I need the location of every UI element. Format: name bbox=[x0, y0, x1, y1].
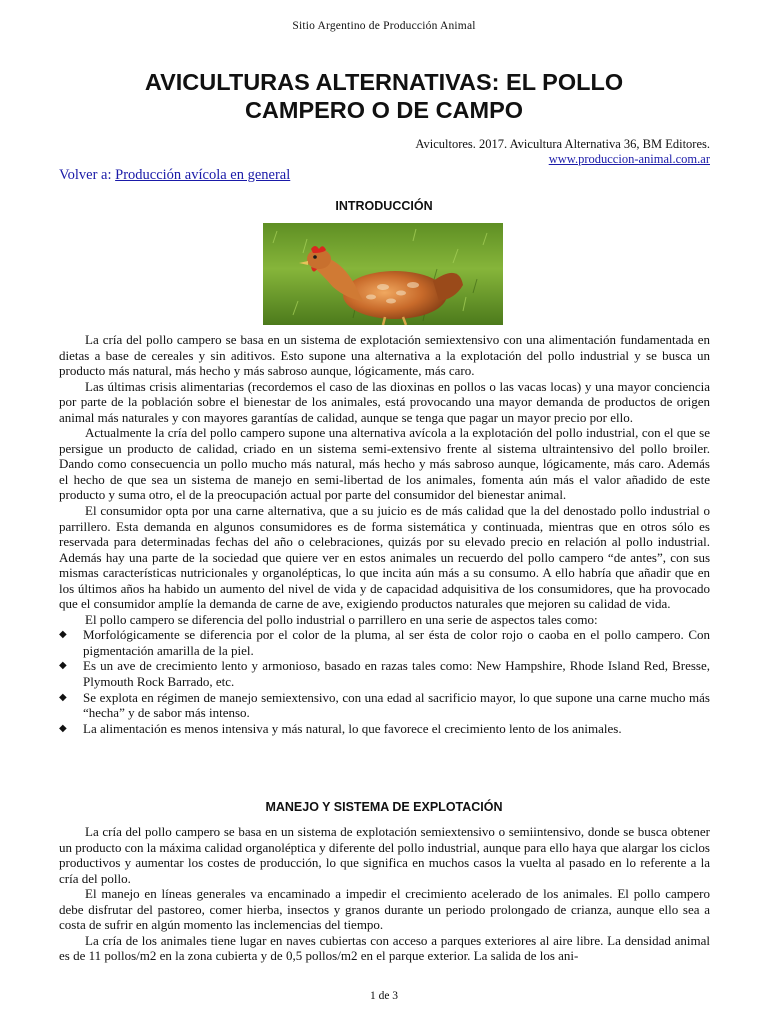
title-line-1: AVICULTURAS ALTERNATIVAS: EL POLLO bbox=[144, 69, 624, 95]
list-item bbox=[59, 690, 710, 721]
section-heading-introduccion: INTRODUCCIÓN bbox=[335, 199, 433, 213]
back-prefix: Volver a: bbox=[59, 167, 116, 183]
differences-list bbox=[59, 627, 710, 736]
paragraph: La cría del pollo campero se basa en un sistema de explotación semiextensivo o semiintensivo, donde se busca obtener un producto con la máxima calidad organoléptica y diferente del pollo industrial, aunque para ello haya que alargar los ciclos productivos y aumentar los costes de producción, lo que significa en muchos casos la vuelta al pasado en lo referente a la cría del pollo. bbox=[59, 824, 710, 886]
page-title bbox=[60, 68, 708, 124]
paragraph: Actualmente la cría del pollo campero supone una alternativa avícola a la explotación del pollo industrial, con el que se persigue un producto de calidad, criado en un sistema semi-extensivo frente al sistema ultraintensivo del pollo broiler. Dando como consecuencia un pollo mucho más natural, más hecho y más sabroso aunque, lógicamente, más caro. Además el hecho de que sea un sistema de manejo en semi-libertad de los animales, fomenta aún más el valor añadido de este producto y suma otro, el de la preocupación actual por parte del consumidor del bienestar animal. bbox=[59, 425, 710, 503]
diamond-bullet-icon: ◆ bbox=[59, 629, 67, 641]
introduccion-body bbox=[59, 332, 710, 736]
back-navigation bbox=[59, 167, 290, 184]
citation bbox=[415, 137, 710, 167]
list-item-text: Es un ave de crecimiento lento y armonioso, basado en razas tales como: New Hampshire, Rhode Island Red, Bresse, Plymouth Rock Barrado, etc. bbox=[83, 658, 710, 690]
list-item-text: Morfológicamente se diferencia por el color de la pluma, al ser ésta de color rojo o caoba en el pollo campero. Con pigmentación amarilla de la piel. bbox=[83, 627, 710, 658]
page-number: 1 de 3 bbox=[369, 990, 399, 1002]
hen-photo bbox=[263, 223, 503, 325]
manejo-body bbox=[59, 824, 710, 964]
list-item bbox=[59, 721, 710, 737]
list-item-text: Se explota en régimen de manejo semiextensivo, con una edad al sacrificio mayor, lo que supone una carne mucho más “hecha” y de sabor más intenso. bbox=[83, 689, 710, 721]
paragraph: El consumidor opta por una carne alternativa, que a su juicio es de más calidad que la del denostado pollo industrial o parrillero. Esta demanda en algunos consumidores es de forma sistemática y continuada, mientras que en otros sólo es reservada para determinadas fechas del año o celebraciones, quizás por su elevado precio en relación al pollo industrial. Además hay una parte de la sociedad que quiere ver en estos animales un recuerdo del pollo campero “de antes”, con sus mismas características nutricionales y organolépticas, lo que incita aún más a su consumo. A ello habría que añadir que en los últimos años ha habido un aumento del nivel de vida y de capacidad adquisitiva de los consumidores, que ha provocado que el consumidor amplíe la demanda de carne de ave, exigiendo productos naturales que mejoren su calidad de vida. bbox=[59, 503, 710, 612]
diamond-bullet-icon: ◆ bbox=[59, 722, 67, 734]
list-item bbox=[59, 658, 710, 689]
website-link[interactable]: www.produccion-animal.com.ar bbox=[548, 152, 710, 166]
diamond-bullet-icon: ◆ bbox=[59, 660, 67, 672]
paragraph: El pollo campero se diferencia del pollo industrial o parrillero en una serie de aspectos tales como: bbox=[85, 611, 598, 627]
paragraph: Las últimas crisis alimentarias (recordemos el caso de las dioxinas en pollos o las vacas locas) y una mayor conciencia por parte de la población sobre el bienestar de los animales, está provocando una mayor demanda de productos de origen animal más naturales y con mayores garantías de calidad, aunque se tenga que pagar un mayor precio por ello. bbox=[59, 378, 710, 425]
paragraph: El manejo en líneas generales va encaminado a impedir el crecimiento acelerado de los animales. El pollo campero debe disfrutar del pastoreo, comer hierba, insectos y granos durante un periodo prolongado de crianza, aunque ello sea a costa de sufrir en algún momento las inclemencias del tiempo. bbox=[59, 886, 710, 933]
list-item bbox=[59, 627, 710, 658]
back-link[interactable]: Producción avícola en general bbox=[115, 167, 291, 183]
diamond-bullet-icon: ◆ bbox=[59, 691, 67, 703]
paragraph: La cría del pollo campero se basa en un sistema de explotación semiextensivo con una alimentación fundamentada en dietas a base de cereales y sin aditivos. Esto supone una alternativa a la explotación del pollo industrial y se busca un producto más natural, más hecho y más sabroso aunque, lógicamente, más caro. bbox=[59, 332, 710, 379]
section-heading-manejo: MANEJO Y SISTEMA DE EXPLOTACIÓN bbox=[265, 800, 503, 814]
citation-source: Avicultores. 2017. Avicultura Alternativa 36, BM Editores. bbox=[415, 137, 710, 151]
list-item-text: La alimentación es menos intensiva y más natural, lo que favorece el crecimiento lento de los animales. bbox=[83, 720, 622, 736]
paragraph: La cría de los animales tiene lugar en naves cubiertas con acceso a parques exteriores al aire libre. La densidad animal es de 11 pollos/m2 en la zona cubierta y de 0,5 pollos/m2 en el parque exterior. La salida de los ani- bbox=[59, 932, 710, 964]
site-header: Sitio Argentino de Producción Animal bbox=[292, 20, 476, 32]
title-line-2: CAMPERO O DE CAMPO bbox=[244, 97, 524, 123]
